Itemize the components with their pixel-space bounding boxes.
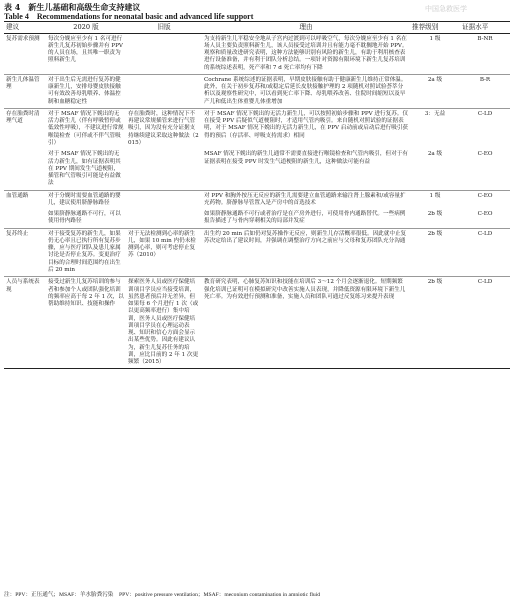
topic-cell: 存在胎粪时清理气道 — [4, 108, 46, 149]
new-guideline-cell: 对于接受复苏的新生儿，如果仍无心率且已执行所有复苏步骤，应与医疗团队及患儿家属讨论是否停止复苏。变更治疗目标的合理时间范围约在出生后 20 min — [46, 228, 126, 277]
column-header: 旧版 — [126, 22, 202, 34]
table-title-cn: 表 4 新生儿基础和高级生命支持建议 — [4, 2, 141, 12]
new-guideline-cell: 接受过新生儿复苏培训的参与者和参加个人或团队强化培训的频率应高于每 2 年 1 次，以帮助维持知识、技能和操作 — [46, 277, 126, 369]
recommendation-level-cell: 2b 级 — [427, 211, 443, 218]
reason-cell: 为支持新生儿平稳安全地从子宫内过渡到可以呼吸空气，每次分娩应至少有 1 名在场人员主要负责照料新生儿，该人员接受过培训并且有能力毫不耽搁地开始 PPV。观察和质量改进研究表明，这种方法能够识别有风险的新生儿，有助于利用核查表进行设备准备，并有利于团队分析总结。一项针对资源有限环境下新生儿复苏培训的系统综述表明，死产率和 7 d 死亡率均有下降 — [202, 33, 410, 74]
column-header: 建议 — [4, 22, 46, 34]
topic-cell: 新生儿体温管理 — [4, 74, 46, 108]
recommendation-level-cell: 2b 级 — [410, 277, 460, 369]
table-title-en: Table 4 Recommendations for neonatal basic and advanced life support — [4, 12, 254, 21]
table-row — [4, 190, 510, 209]
table-row — [4, 228, 510, 277]
new-guideline-cell: 对于分娩时需要血管通路的婴儿，建议使用脐静脉路径 — [46, 190, 126, 209]
reason-cell: Cochrane 系统综述的证据表明，早期皮肤接触有助于健康新生儿维持正常体温。此外，在关于初步复苏和/或稳定后延长皮肤接触护理的 2 项随机对照试验荟萃分析以及观察性研究中，可以看到死亡率下降、母乳喂养改善、住院时间缩短以及早产儿和低出生体重婴儿体重增加 — [202, 74, 410, 108]
reason-cell: 对 PPV 和胸外按压无反应的新生儿需要建立血管通路来输注肾上腺素和/或容量扩充药物。脐静脉导管置入是产房中的首选技术 — [202, 190, 410, 209]
recommendations-table — [4, 21, 510, 369]
recommendation-level-cell: 2b 级 — [410, 228, 460, 277]
recommendation-level-cell: 1 级 — [410, 190, 460, 209]
new-guideline-cell: 如果脐静脉通路不可行，可以使用骨内路径 — [48, 211, 121, 225]
evidence-level-cell: B-R — [460, 74, 510, 108]
column-header: 证据水平 — [460, 22, 510, 34]
reason-cell: MSAF 情况下娩出的新生儿通常不需要直接进行喉镜检查和气管内吸引，但对于有证据表明在接受 PPV 时发生气道梗阻的新生儿，这种做法可能有益 — [204, 151, 408, 165]
new-guideline-cell: 对于出生后无需进行复苏的健康新生儿，安排母婴皮肤接触可有效改善母乳喂养、体温控制和血糖稳定性 — [46, 74, 126, 108]
table-row — [4, 209, 510, 228]
table-row — [4, 149, 510, 190]
old-guideline-cell — [126, 33, 202, 74]
recommendation-level-cell: 2a 级 — [427, 151, 443, 158]
old-guideline-cell: 存在胎粪时，这种情况下不再建议常规插管来进行气管吸引，因为没有充分证据支持继续建议采取这种做法（2015） — [126, 108, 202, 149]
old-guideline-cell — [126, 74, 202, 108]
old-guideline-cell: 对于无法检测到心率的新生儿，如果 10 min 内仍未检测到心率，则可考虑停止复苏（2010） — [126, 228, 202, 277]
reason-cell: 对于 MSAF 情况下娩出的无活力新生儿，可以按照初始步骤和 PPV 进行复苏。仅在接受 PPV 后疑似气道梗阻时，才适用气管内吸引。来自随机对照试验的证据表明，对于 MSAF 情况下娩出的无活力新生儿，在 PPV 启动前或启动后进行吸引获得的预后（存活率、呼吸支持需求）相同 — [202, 108, 410, 149]
old-guideline-cell — [126, 209, 202, 228]
topic-cell — [4, 149, 46, 190]
column-header: 2020 版 — [46, 22, 126, 34]
watermark: 中国急救医学 — [425, 5, 467, 13]
table-row — [4, 277, 510, 369]
new-guideline-cell: 对于 MSAF 情况下娩出的无活力新生儿（伴有呼吸暂停或低效性呼吸），不建议进行常规喉镜检查（可伴或不伴气管吸引） — [46, 108, 126, 149]
recommendation-level-cell: 2a 级 — [410, 74, 460, 108]
table-header-row — [4, 22, 510, 34]
new-guideline-cell: 每次分娩应至少有 1 名可进行新生儿复苏初始步骤并有 PPV 的人员在场，且其唯一职责为照料新生儿 — [46, 33, 126, 74]
topic-cell — [4, 209, 46, 228]
evidence-level-cell: C-EO — [477, 211, 493, 218]
table-row — [4, 74, 510, 108]
evidence-level-cell: C-EO — [460, 190, 510, 209]
column-header: 理由 — [202, 22, 410, 34]
table-footnote: 注：PPV：正压通气；MSAF：羊水胎粪污染 PPV：positive pressure ventilation；MSAF：meconium contamination in amniotic fluid — [4, 592, 321, 598]
evidence-level-cell: C-LD — [460, 277, 510, 369]
table-row — [4, 33, 510, 74]
old-guideline-cell: 探索医务人员或医疗保健培训项目学员应当接受培训，虽然患者预后并无差异，但如果每 6 个月进行 1 次（或以更高频率进行）集中培训，医务人员或医疗保健培训项目学员在心理运动表现、知识和信心方面会显示出某些优势。因此有建议认为，新生儿复苏任务的培训，应比目前的 2 年 1 次更频繁（2015） — [126, 277, 202, 369]
table-row — [4, 108, 510, 149]
topic-cell: 复苏需求预测 — [4, 33, 46, 74]
reason-cell: 教育研究表明，心肺复苏知识和技能在培训后 3～12 个月会逐渐退化。短期频繁强化培训已证明可在模拟研究中改善实施人员表现，并降低资源有限环境下新生儿死亡率。为有效进行预测和准备，实施人员和团队可通过反复练习来提升表现 — [202, 277, 410, 369]
topic-cell: 人员与系统表现 — [4, 277, 46, 369]
reason-cell: 如果脐静脉通路不可行或者治疗是在产房外进行，可使用骨内通路替代。一些病例报告描述了与骨内穿刺相关的局部并发症 — [204, 211, 406, 225]
evidence-level-cell: B-NR — [460, 33, 510, 74]
evidence-level-cell: C-LD — [460, 228, 510, 277]
new-guideline-cell: 对于 MSAF 情况下娩出的无活力新生儿，如有证据表明其在 PPV 期间发生气道梗阻，插管和气管吸引可能是有益做法 — [48, 151, 121, 187]
old-guideline-cell — [126, 190, 202, 209]
evidence-level-cell: C-EO — [477, 151, 493, 158]
topic-cell: 复苏终止 — [4, 228, 46, 277]
evidence-level-cell: C-LD — [460, 108, 510, 149]
topic-cell: 血管通路 — [4, 190, 46, 209]
column-header: 推荐级别 — [410, 22, 460, 34]
recommendation-level-cell: 3：无益 — [410, 108, 460, 149]
reason-cell: 出生约 20 min 后如仍对复苏操作无反应，则新生儿存活概率很低。因此就中止复苏决定给出了建议时间，并强调在调整治疗方向之前应与父母和复苏团队充分沟通 — [202, 228, 410, 277]
old-guideline-cell — [126, 149, 202, 190]
recommendation-level-cell: 1 级 — [410, 33, 460, 74]
